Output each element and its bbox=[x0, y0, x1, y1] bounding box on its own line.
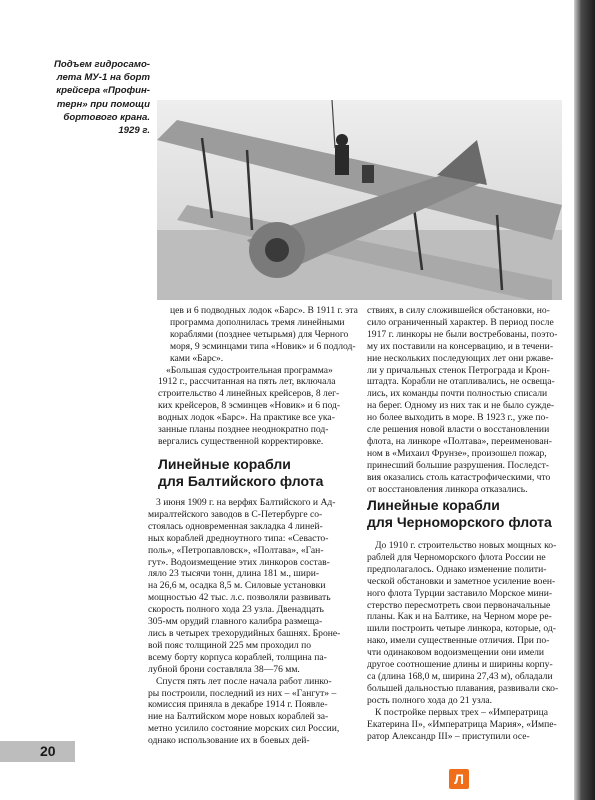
text-line: флота, на линкоре «Полтава», переименован- bbox=[367, 435, 552, 447]
text-line: К постройке первых трех – «Императрица bbox=[375, 706, 548, 718]
text-line: му их поставили на консервацию, и в течени- bbox=[367, 340, 554, 352]
text-line: однако использование их в боевых дей- bbox=[148, 735, 310, 747]
text-line: на берег. Одному из них так и не было сужде- bbox=[367, 400, 555, 412]
text-line: ких крейсеров, 8 эсминцев «Новик» и 6 под- bbox=[158, 400, 341, 412]
text-line: 3 июня 1909 г. на верфях Балтийского и Ад- bbox=[156, 497, 336, 508]
text-line: вия оказались столь катастрофическими, что bbox=[367, 471, 551, 483]
text-line: ном в «Михаил Фрунзе», произошел пожар, bbox=[367, 447, 547, 459]
text-line: но более выходить в море. В 1923 г., уже по- bbox=[367, 412, 549, 424]
heading-line: Линейные корабли bbox=[158, 456, 291, 472]
page-number-bar bbox=[0, 741, 75, 762]
text-line: комиссия приняла в декабре 1914 г. Появле- bbox=[148, 699, 328, 711]
caption-line: лета МУ-1 на борт bbox=[56, 72, 150, 84]
caption-line: бортового крана. bbox=[63, 111, 150, 123]
text-line: ного флота Турции заставило Морское мини- bbox=[367, 587, 553, 599]
text-line: вой пояс толщиной 225 мм проходил по bbox=[148, 639, 312, 651]
photo-caption bbox=[22, 58, 150, 137]
text-line: водных лодок «Барс». На практике все ука- bbox=[158, 412, 335, 424]
caption-line: крейсера «Профин- bbox=[56, 85, 150, 97]
text-line: лись, их команды почти полностью списали bbox=[367, 388, 548, 400]
text-line: большей дальностью плавания, развивали ско- bbox=[367, 682, 559, 694]
text-line: лись в четырех трехорудийных башнях. Броне- bbox=[148, 627, 341, 639]
paragraph bbox=[367, 540, 569, 707]
text-line: нако, имели существенные отличия. При по- bbox=[367, 635, 550, 647]
text-line: моря, 9 эсминцами типа «Новик» и 6 подлод- bbox=[170, 340, 356, 352]
text-line: ние на Балтийском море новых кораблей за- bbox=[148, 711, 329, 723]
caption-line: терн» при помощи bbox=[56, 98, 150, 110]
paragraph bbox=[158, 365, 358, 448]
caption-line: Подъем гидросамо- bbox=[53, 59, 150, 70]
paragraph bbox=[367, 305, 569, 496]
text-line: ние нескольких последующих лет они ржаве- bbox=[367, 352, 554, 364]
text-line: сле решения новой власти о восстановлении bbox=[367, 424, 550, 436]
text-line: стоялась одновременная закладка 4 линей- bbox=[148, 520, 323, 532]
text-line: ры построили, последний из них – «Гангут» – bbox=[148, 687, 337, 699]
text-line: программа дополнилась тремя линейными bbox=[170, 316, 345, 328]
page-edge-shadow bbox=[574, 0, 595, 800]
text-line: ли у причальных стенок Петрограда и Крон- bbox=[367, 364, 550, 376]
text-line: штадта. Корабли не отапливались, не освеща- bbox=[367, 376, 555, 388]
text-column-left-lower bbox=[148, 497, 358, 747]
text-line: от восстановления линкора отказались. bbox=[367, 483, 528, 495]
section-heading-baltic bbox=[158, 456, 368, 490]
text-line: поль», «Петропавловск», «Полтава», «Ган- bbox=[148, 544, 324, 556]
text-line: 1912 г., рассчитанная на пять лет, включала bbox=[158, 376, 336, 388]
text-line: строительство 4 линейных крейсеров, 8 лег- bbox=[158, 388, 340, 400]
text-line: ками «Барс». bbox=[170, 352, 224, 364]
text-line: другое соотношение длины и ширины корпу- bbox=[367, 659, 553, 671]
text-line: занные планы позднее неоднократно под- bbox=[158, 424, 329, 436]
text-line: ствиях, в силу сложившейся обстановки, но- bbox=[367, 305, 550, 316]
text-line: всему борту корпуса кораблей, толщина па- bbox=[148, 651, 327, 663]
text-line: гут». Водоизмещение этих линкоров состав- bbox=[148, 556, 330, 568]
text-line: рость полного хода до 21 узла. bbox=[367, 694, 493, 706]
text-line: ляло 23 тысячи тонн, длина 181 м., шири- bbox=[148, 568, 320, 580]
text-line: ратор Александр III» – приступили осе- bbox=[367, 730, 530, 742]
text-line: 1917 г. линкоры не были востребованы, поэто- bbox=[367, 328, 558, 340]
text-line: миралтейского заводов в С-Петербурге со- bbox=[148, 508, 323, 520]
text-line: вергались существенной корректировке. bbox=[158, 435, 324, 447]
seaplane-photo bbox=[157, 100, 562, 300]
text-line: мощностью 42 тыс. л.с. позволяли развивать bbox=[148, 592, 331, 604]
text-line: скорость полного хода 23 узла. Двенадцать bbox=[148, 604, 324, 616]
text-line: сило ограниченный характер. В период после bbox=[367, 316, 554, 328]
text-column-left bbox=[158, 305, 358, 448]
text-line: предполагалось. Однако изменение полити- bbox=[367, 563, 547, 575]
text-line: метно усилило состояние морских сил России, bbox=[148, 723, 340, 735]
text-line: ных кораблей дредноутного типа: «Севасто- bbox=[148, 532, 329, 544]
text-column-right-lower bbox=[367, 540, 569, 742]
text-line: кораблями (позднее четырьмя) для Черного bbox=[170, 328, 349, 340]
text-line: шили построить четыре линкора, которые, од- bbox=[367, 623, 556, 635]
heading-line: для Черноморского флота bbox=[367, 514, 552, 530]
text-line: стерство пересмотреть свои первоначальные bbox=[367, 599, 551, 611]
text-line: Екатерина II», «Императрица Мария», «Импе- bbox=[367, 718, 557, 730]
text-line: планы. Как и на Балтике, на Черном море ре- bbox=[367, 611, 552, 623]
text-line: са (длина 168,0 м, ширина 27,43 м), обладали bbox=[367, 670, 553, 682]
page-number: 20 bbox=[40, 743, 56, 759]
text-line: До 1910 г. строительство новых мощных ко- bbox=[375, 540, 557, 551]
caption-line: 1929 г. bbox=[118, 125, 150, 137]
paragraph bbox=[148, 497, 358, 676]
paragraph bbox=[367, 707, 569, 743]
text-line: чти одинаковом водоизмещении они имели bbox=[367, 647, 545, 659]
litres-logo-icon: Л bbox=[449, 769, 469, 789]
paragraph bbox=[158, 305, 358, 365]
paragraph bbox=[148, 676, 358, 747]
text-line: лубной брони составляла 38—76 мм. bbox=[148, 663, 300, 675]
heading-line: Линейные корабли bbox=[367, 497, 500, 513]
text-column-right bbox=[367, 305, 569, 496]
text-line: принесший большие разрушения. Последст- bbox=[367, 459, 550, 471]
heading-line: для Балтийского флота bbox=[158, 473, 324, 489]
text-line: 305-мм орудий главного калибра размеща- bbox=[148, 616, 323, 628]
text-line: раблей для Черноморского флота России не bbox=[367, 551, 546, 563]
text-line: цев и 6 подводных лодок «Барс». В 1911 г. эта bbox=[170, 305, 358, 316]
text-line: «Большая судостроительная программа» bbox=[166, 364, 333, 376]
section-heading-black-sea bbox=[367, 497, 577, 531]
text-line: на 26,6 м, осадка 8,5 м. Силовые установки bbox=[148, 580, 326, 592]
text-line: ческой обстановки и заметное усиление воен- bbox=[367, 575, 556, 587]
text-line: Спустя пять лет после начала работ линко- bbox=[156, 675, 332, 687]
